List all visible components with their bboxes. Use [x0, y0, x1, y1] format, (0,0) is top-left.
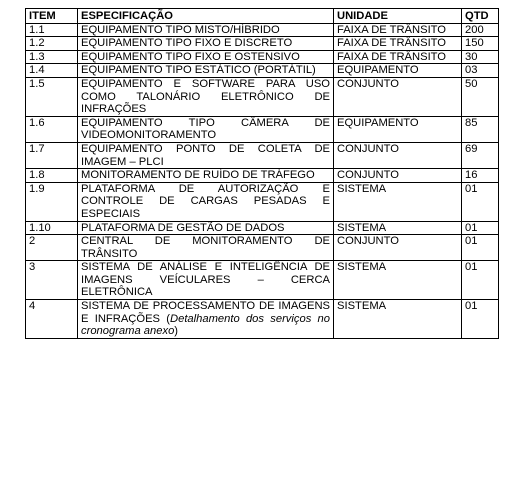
table-row — [26, 64, 499, 78]
cell-spec: EQUIPAMENTO TIPO ESTÁTICO (PORTÁTIL) — [78, 64, 334, 78]
cell-unit: SISTEMA — [334, 300, 462, 339]
cell-unit: EQUIPAMENTO — [334, 116, 462, 142]
cell-item: 1.2 — [26, 37, 78, 51]
cell-qtd: 01 — [462, 221, 499, 235]
cell-unit: FAIXA DE TRÂNSITO — [334, 37, 462, 51]
table-row — [26, 77, 499, 116]
cell-spec-end: ) — [174, 325, 179, 338]
document-page — [25, 8, 499, 339]
cell-item: 1.3 — [26, 50, 78, 64]
cell-item: 1.1 — [26, 23, 78, 37]
table-row — [26, 221, 499, 235]
cell-qtd: 01 — [462, 300, 499, 339]
cell-spec: EQUIPAMENTO TIPO CÂMERA DE VIDEOMONITORAMENTO — [78, 116, 334, 142]
cell-qtd: 50 — [462, 77, 499, 116]
cell-unit: CONJUNTO — [334, 235, 462, 261]
cell-spec: EQUIPAMENTO TIPO FIXO E DISCRETO — [78, 37, 334, 51]
cell-unit: CONJUNTO — [334, 169, 462, 183]
cell-qtd: 01 — [462, 261, 499, 300]
cell-qtd: 01 — [462, 235, 499, 261]
cell-item: 1.7 — [26, 142, 78, 168]
header-qtd: QTD — [462, 9, 499, 24]
table-row — [26, 50, 499, 64]
cell-item: 1.6 — [26, 116, 78, 142]
cell-item: 1.8 — [26, 169, 78, 183]
cell-spec: PLATAFORMA DE AUTORIZAÇÃO E CONTROLE DE CARGAS PESADAS E ESPECIAIS — [78, 182, 334, 221]
cell-qtd: 03 — [462, 64, 499, 78]
cell-unit: FAIXA DE TRÂNSITO — [334, 23, 462, 37]
cell-unit: SISTEMA — [334, 182, 462, 221]
cell-spec: CENTRAL DE MONITORAMENTO DE TRÂNSITO — [78, 235, 334, 261]
table-row — [26, 23, 499, 37]
table-row — [26, 169, 499, 183]
cell-unit: EQUIPAMENTO — [334, 64, 462, 78]
cell-item: 1.5 — [26, 77, 78, 116]
cell-spec: EQUIPAMENTO E SOFTWARE PARA USO COMO TALONÁRIO ELETRÔNICO DE INFRAÇÕES — [78, 77, 334, 116]
table-row — [26, 235, 499, 261]
cell-qtd: 30 — [462, 50, 499, 64]
table-row — [26, 300, 499, 339]
cell-qtd: 150 — [462, 37, 499, 51]
cell-qtd: 85 — [462, 116, 499, 142]
cell-unit: SISTEMA — [334, 221, 462, 235]
cell-spec — [78, 300, 334, 339]
table-row — [26, 116, 499, 142]
cell-qtd: 16 — [462, 169, 499, 183]
cell-spec: EQUIPAMENTO PONTO DE COLETA DE IMAGEM – PLCI — [78, 142, 334, 168]
cell-unit: FAIXA DE TRÂNSITO — [334, 50, 462, 64]
cell-spec-note: Detalhamento dos serviços no cronograma anexo — [81, 312, 331, 338]
cell-spec: EQUIPAMENTO TIPO FIXO E OSTENSIVO — [78, 50, 334, 64]
cell-spec-main: SISTEMA DE PROCESSAMENTO DE IMAGENS E INFRAÇÕES ( — [81, 300, 330, 325]
table-row — [26, 37, 499, 51]
cell-spec: MONITORAMENTO DE RUÍDO DE TRÁFEGO — [78, 169, 334, 183]
header-unit: UNIDADE — [334, 9, 462, 24]
header-spec: ESPECIFICAÇÃO — [78, 9, 334, 24]
cell-unit: CONJUNTO — [334, 142, 462, 168]
table-row — [26, 142, 499, 168]
cell-item: 3 — [26, 261, 78, 300]
cell-spec: SISTEMA DE ANÁLISE E INTELIGÊNCIA DE IMAGENS VEÍCULARES – CERCA ELETRÔNICA — [78, 261, 334, 300]
table-header-row — [26, 9, 499, 24]
cell-qtd: 200 — [462, 23, 499, 37]
cell-spec: EQUIPAMENTO TIPO MISTO/HÍBRIDO — [78, 23, 334, 37]
items-table — [25, 8, 499, 339]
table-row — [26, 261, 499, 300]
table-row — [26, 182, 499, 221]
cell-unit: SISTEMA — [334, 261, 462, 300]
cell-unit: CONJUNTO — [334, 77, 462, 116]
cell-item: 2 — [26, 235, 78, 261]
cell-item: 4 — [26, 300, 78, 339]
header-item: ITEM — [26, 9, 78, 24]
cell-item: 1.4 — [26, 64, 78, 78]
cell-item: 1.10 — [26, 221, 78, 235]
cell-item: 1.9 — [26, 182, 78, 221]
cell-qtd: 69 — [462, 142, 499, 168]
cell-spec: PLATAFORMA DE GESTÃO DE DADOS — [78, 221, 334, 235]
cell-qtd: 01 — [462, 182, 499, 221]
